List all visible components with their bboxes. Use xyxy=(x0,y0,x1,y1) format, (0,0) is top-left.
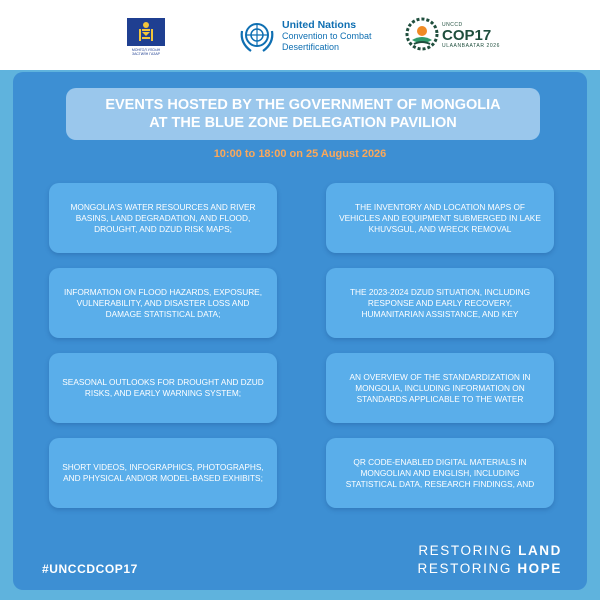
event-card-2: THE INVENTORY AND LOCATION MAPS OF VEHICLES AND EQUIPMENT SUBMERGED IN LAKE KHUVSGUL, AND WRECK REMOVAL xyxy=(326,183,554,253)
event-card-4: THE 2023-2024 DZUD SITUATION, INCLUDING RESPONSE AND EARLY RECOVERY, HUMANITARIAN ASSISTANCE, AND KEY xyxy=(326,268,554,338)
mongolia-government-logo xyxy=(127,18,165,54)
hashtag: #UNCCDCOP17 xyxy=(42,562,138,576)
cop17-emblem-icon xyxy=(404,14,440,56)
slogan-line-2 xyxy=(390,560,562,578)
event-card-7: SHORT VIDEOS, INFOGRAPHICS, PHOTOGRAPHS, AND PHYSICAL AND/OR MODEL-BASED EXHIBITS; xyxy=(49,438,277,508)
title-line-2: AT THE BLUE ZONE DELEGATION PAVILION xyxy=(149,115,457,131)
event-card-1: MONGOLIA'S WATER RESOURCES AND RIVER BASINS, LAND DEGRADATION, AND FLOOD, DROUGHT, AND DZUD RISK MAPS; xyxy=(49,183,277,253)
event-card-5: SEASONAL OUTLOOKS FOR DROUGHT AND DZUD RISKS, AND EARLY WARNING SYSTEM; xyxy=(49,353,277,423)
un-subtitle-line1: Convention to Combat xyxy=(282,31,372,41)
slogan-line-1 xyxy=(390,542,562,560)
slogan-line-2-bold: HOPE xyxy=(517,561,562,576)
event-card-3: INFORMATION ON FLOOD HAZARDS, EXPOSURE, VULNERABILITY, AND DISASTER LOSS AND DAMAGE STATISTICAL DATA; xyxy=(49,268,277,338)
slogan-line-1-light: RESTORING xyxy=(418,543,513,558)
unccd-logo xyxy=(237,17,377,57)
cop-title: COP17 xyxy=(442,27,492,44)
cop-subtitle: ULAANBAATAR 2026 xyxy=(442,43,501,49)
event-card-8: QR CODE-ENABLED DIGITAL MATERIALS IN MONGOLIAN AND ENGLISH, INCLUDING STATISTICAL DATA, RESEARCH FINDINGS, AND xyxy=(326,438,554,508)
slogan-line-2-light: RESTORING xyxy=(417,561,512,576)
cop-small-label: UNCCD xyxy=(442,22,463,28)
header-bar xyxy=(0,0,600,70)
soyombo-emblem-icon xyxy=(127,18,165,46)
title-box xyxy=(66,88,540,140)
slogan xyxy=(390,542,562,578)
un-title: United Nations xyxy=(282,19,357,31)
un-emblem-icon xyxy=(237,17,277,57)
gov-logo-caption: МОНГОЛ УЛСЫН ЗАСГИЙН ГАЗАР xyxy=(131,48,161,56)
slogan-line-1-bold: LAND xyxy=(518,543,562,558)
event-card-6: AN OVERVIEW OF THE STANDARDIZATION IN MONGOLIA, INCLUDING INFORMATION ON STANDARDS APPLICABLE TO THE WATER xyxy=(326,353,554,423)
title-line-1: EVENTS HOSTED BY THE GOVERNMENT OF MONGOLIA xyxy=(105,97,501,113)
cop17-logo xyxy=(404,14,514,60)
event-time: 10:00 to 18:00 on 25 August 2026 xyxy=(213,148,387,160)
un-subtitle-line2: Desertification xyxy=(282,42,340,52)
